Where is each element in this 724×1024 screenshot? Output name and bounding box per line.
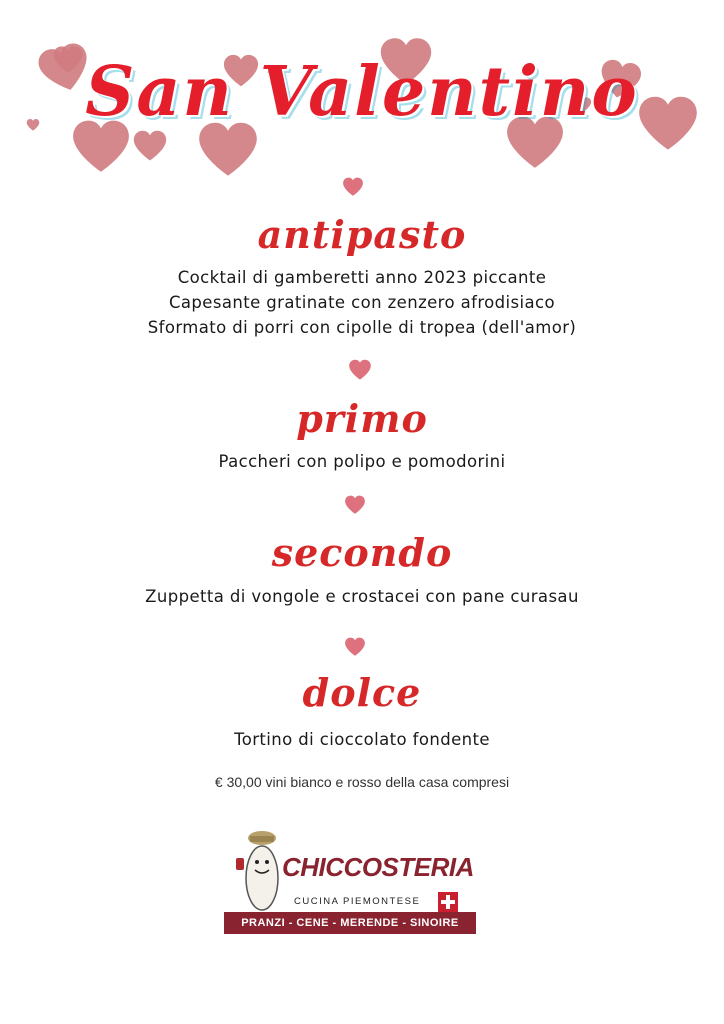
price-note: € 30,00 vini bianco e rosso della casa compresi (214, 774, 510, 790)
restaurant-logo (224, 822, 476, 938)
heart-icon (344, 494, 366, 516)
menu-item: Tortino di cioccolato fondente (234, 730, 490, 749)
menu-item: Zuppetta di vongole e crostacei con pane curasau (145, 587, 579, 606)
section-items-secondo (0, 584, 724, 609)
logo-tagline: PRANZI - CENE - MERENDE - SINOIRE (224, 912, 476, 934)
heart-icon (342, 176, 364, 198)
heart-icon (344, 636, 366, 658)
section-heading-dolce: dolce (302, 670, 422, 715)
section-heading-primo: primo (296, 396, 428, 441)
section-items-antipasto (0, 265, 724, 340)
logo-brand: CHICCOSTERIA (282, 852, 474, 882)
chef-mascot-icon (234, 828, 286, 912)
section-items-dolce (0, 727, 724, 752)
page-title: San Valentino (85, 52, 639, 132)
piemonte-flag-icon (438, 892, 458, 912)
logo-subtitle: CUCINA PIEMONTESE (294, 896, 421, 907)
section-heading-secondo: secondo (271, 530, 453, 575)
section-items-primo (0, 449, 724, 474)
heart-icon (348, 358, 372, 382)
heart-icon (132, 128, 168, 164)
section-heading-antipasto: antipasto (257, 212, 467, 257)
menu-item: Capesante gratinate con zenzero afrodisiaco (168, 293, 555, 312)
menu-item: Sformato di porri con cipolle di tropea (dell'amor) (147, 318, 577, 337)
menu-item: Paccheri con polipo e pomodorini (218, 452, 506, 471)
menu-item: Cocktail di gamberetti anno 2023 piccante (177, 268, 547, 287)
